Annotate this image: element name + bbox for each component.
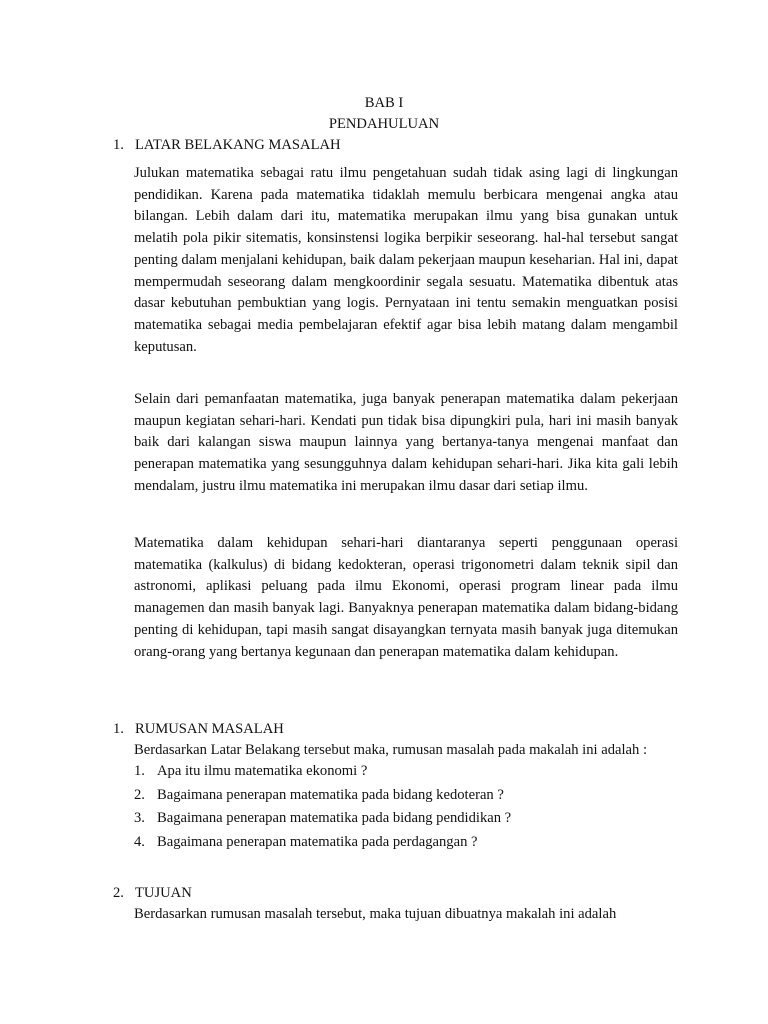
tujuan-intro: Berdasarkan rumusan masalah tersebut, maka tujuan dibuatnya makalah ini adalah [134,906,617,922]
section-title: TUJUAN [135,885,192,901]
list-item [134,831,511,855]
list-item-text: Bagaimana penerapan matematika pada perdagangan ? [157,833,478,850]
paragraph-1: Julukan matematika sebagai ratu ilmu pengetahuan sudah tidak asing lagi di lingkungan pendidikan. Karena pada matematika tidaklah memulu berbicara mengenai angka atau bilangan. Lebih dalam dari itu, matematika merupakan ilmu yang bisa gunakan untuk melatih pola pikir sitematis, konsinstensi logika berpikir seseorang. hal-hal tersebut sangat penting dalam menjalani kehidupan, baik dalam pekerjaan maupun keseharian. Hal ini, dapat mempermudah seseorang dalam mengkoordinir segala sesuatu. Matematika dibentuk atas dasar kebutuhan pembuktian yang logis. Pernyataan ini tentu semakin menguatkan posisi matematika sebagai media pembelajaran efektif agar bisa lebih matang dalam mengambil keputusan. [134,165,678,355]
paragraph-3: Matematika dalam kehidupan sehari-hari diantaranya seperti penggunaan operasi matematika (kalkulus) di bidang kedokteran, operasi trigonometri dalam teknik sipil dan astronomi, aplikasi peluang pada ilmu Ekonomi, operasi program linear pada ilmu managemen dan masih banyak lagi. Banyaknya penerapan matematika dalam bidang-bidang penting di kehidupan, tapi masih sangat disayangkan ternyata masih banyak juga ditemukan orang-orang yang bertanya kegunaan dan penerapan matematika dalam kehidupan. [134,535,678,660]
section-number: 1. [113,721,124,737]
list-item-number: 2. [134,786,145,803]
section-heading-tujuan [113,883,192,903]
list-item-number: 3. [134,810,145,826]
list-item-text: Apa itu ilmu matematika ekonomi ? [157,763,368,779]
section-title: LATAR BELAKANG MASALAH [135,137,341,153]
section-heading-rumusan-masalah [113,719,284,739]
list-item [134,760,511,784]
list-item-text: Bagaimana penerapan matematika pada bidang pendidikan ? [157,810,512,826]
list-item-text: Bagaimana penerapan matematika pada bidang kedoteran ? [157,786,504,803]
list-item [134,784,511,808]
chapter-title: PENDAHULUAN [328,116,440,132]
section-number: 2. [113,885,124,901]
chapter-number: BAB I [364,95,404,111]
section-heading-latar-belakang [113,135,341,155]
list-item-number: 1. [134,763,145,779]
list-item-number: 4. [134,833,145,850]
list-item [134,807,511,831]
paragraph-2: Selain dari pemanfaatan matematika, juga banyak penerapan matematika dalam pekerjaan maupun kegiatan sehari-hari. Kendati pun tidak bisa dipungkiri pula, hari ini masih banyak baik dari kalangan siswa maupun lainnya yang bertanya-tanya mengenai manfaat dan penerapan matematika yang sesungguhnya dalam kehidupan sehari-hari. Jika kita gali lebih mendalam, justru ilmu matematika ini merupakan ilmu dasar dari setiap ilmu. [134,391,678,494]
rumusan-intro: Berdasarkan Latar Belakang tersebut maka, rumusan masalah pada makalah ini adalah : [134,742,648,758]
section-number: 1. [113,137,124,153]
rumusan-list [134,760,511,854]
section-title: RUMUSAN MASALAH [135,721,284,737]
